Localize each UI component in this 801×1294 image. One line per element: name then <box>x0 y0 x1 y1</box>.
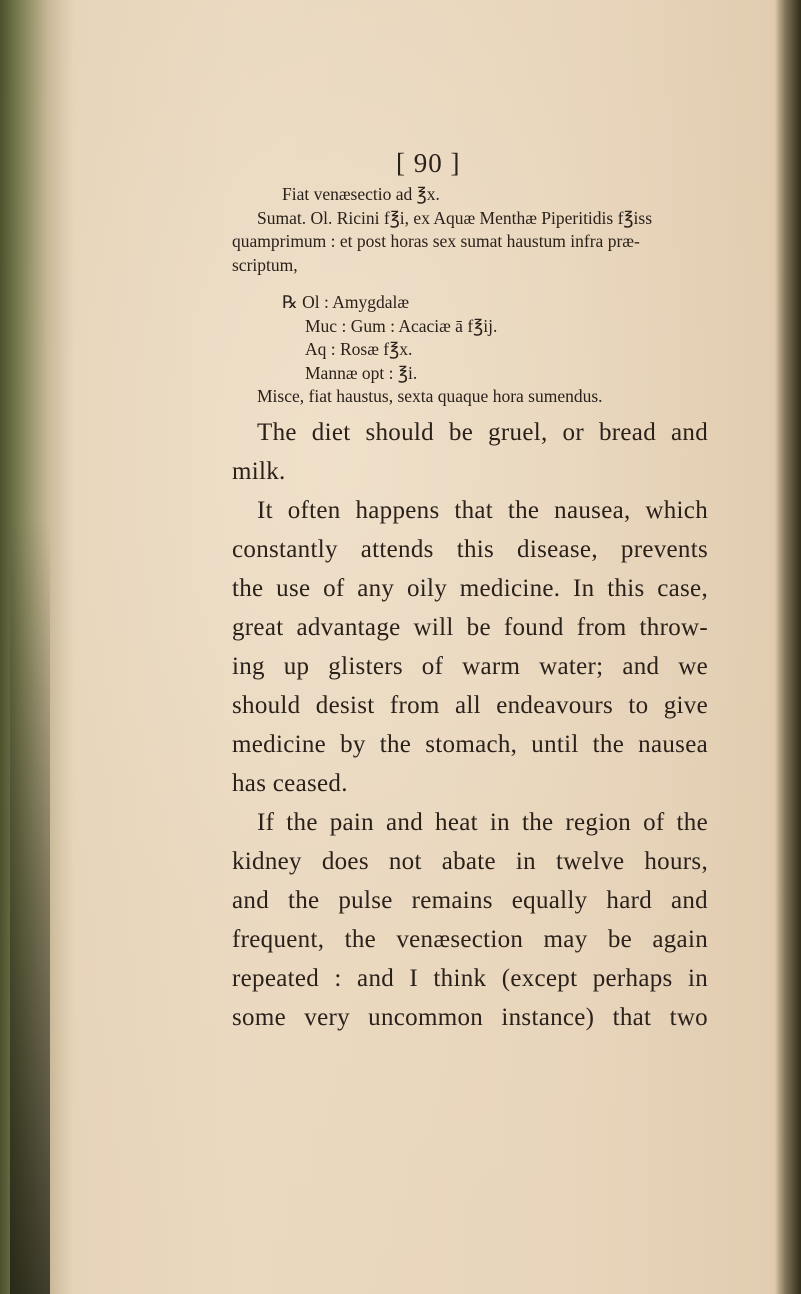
formula-item: Mannæ opt : ℥i. <box>305 362 418 383</box>
prescription-block <box>232 183 712 409</box>
binding-gutter <box>0 0 74 1294</box>
text-line: the use of any oily medicine. In this case, <box>232 575 708 602</box>
formula-item: Aq : Rosæ f℥x. <box>305 339 413 359</box>
page-edge <box>775 0 801 1294</box>
page-number: [ 90 ] <box>396 148 461 178</box>
text-line: medicine by the stomach, until the nausea <box>232 731 708 758</box>
recipe-line-1: Fiat venæsectio ad ℥x. <box>282 184 440 204</box>
text-line: and the pulse remains equally hard and <box>232 887 708 914</box>
text-line: The diet should be gruel, or bread and <box>257 419 708 446</box>
recipe-line-2: Sumat. Ol. Ricini f℥i, ex Aquæ Menthæ Piperitidis f℥iss <box>257 207 653 228</box>
text-line: has ceased. <box>232 770 348 797</box>
text-line: milk. <box>232 458 286 485</box>
formula <box>232 291 712 385</box>
text-line: some very uncommon instance) that two <box>232 1004 708 1031</box>
body-text <box>232 413 708 1037</box>
text-line: should desist from all endeavours to give <box>232 692 708 719</box>
text-line: If the pain and heat in the region of the <box>257 809 708 836</box>
text-line: It often happens that the nausea, which <box>257 497 708 524</box>
text-line: repeated : and I think (except perhaps in <box>232 965 708 992</box>
recipe-line-3: quamprimum : et post horas sex sumat haustum infra præ- <box>232 231 640 251</box>
formula-rx-line: ℞ Ol : Amygdalæ <box>282 292 410 312</box>
text-line: ing up glisters of warm water; and we <box>232 653 708 680</box>
text-line: constantly attends this disease, prevents <box>232 536 708 563</box>
formula-directions: Misce, fiat haustus, sexta quaque hora sumendus. <box>257 386 603 406</box>
recipe-line-4: scriptum, <box>232 254 298 275</box>
formula-item: Muc : Gum : Acaciæ ā f℥ij. <box>305 315 498 336</box>
text-line: great advantage will be found from throw- <box>232 614 708 641</box>
text-line: kidney does not abate in twelve hours, <box>232 848 708 875</box>
text-line: frequent, the venæsection may be again <box>232 926 708 953</box>
